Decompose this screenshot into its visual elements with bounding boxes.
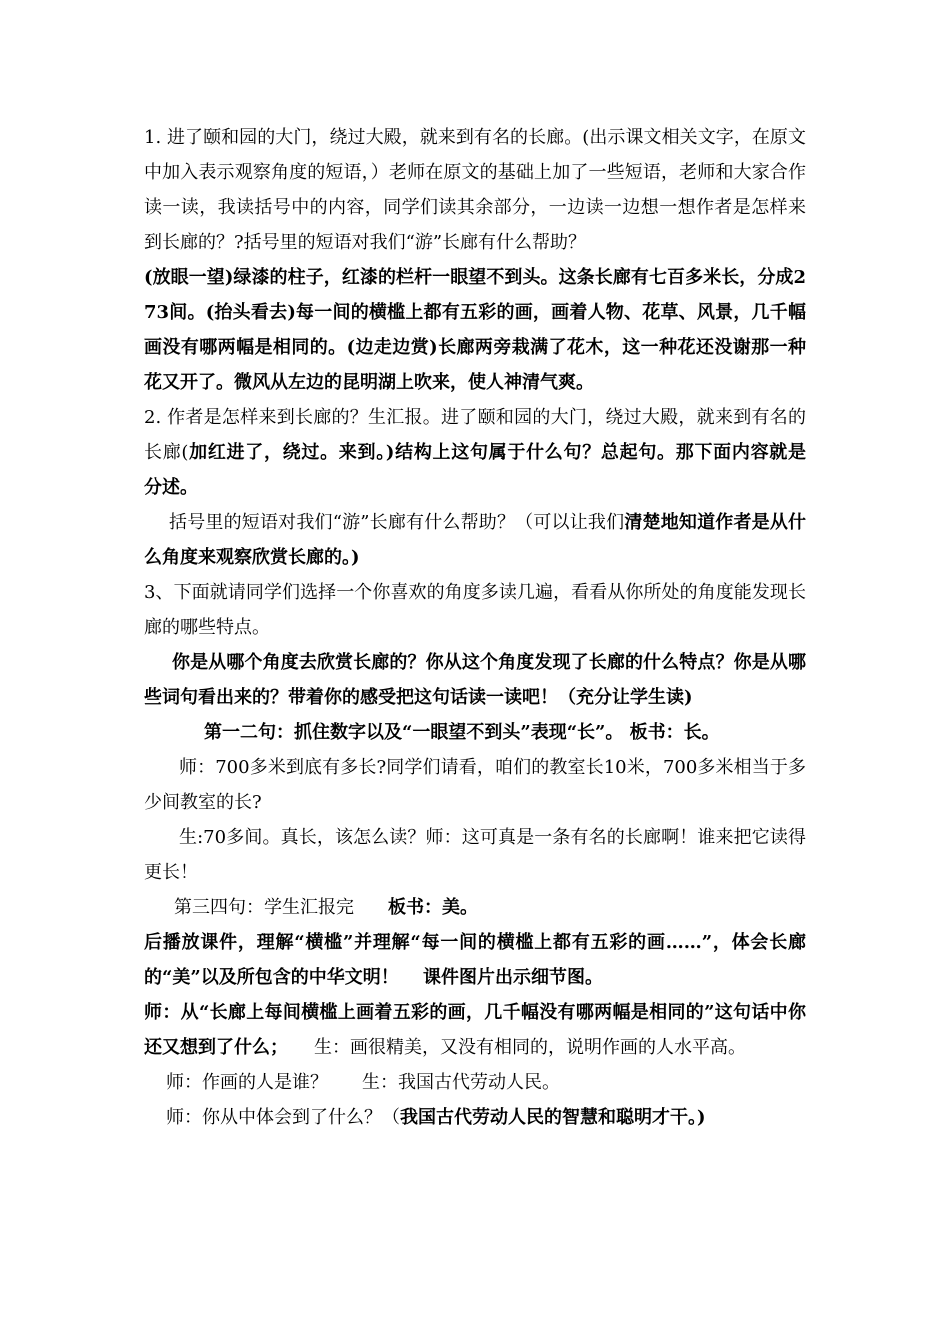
paragraph-14-bold: 我国古代劳动人民的智慧和聪明才干。) — [400, 1107, 706, 1128]
paragraph-1: 1. 进了颐和园的大门，绕过大殿，就来到有名的长廊。(出示课文相关文字，在原文中加入表示观察角度的短语，）老师在原文的基础上加了一些短语，老师和大家合作读一读，我读括号中的内容，同学们读其余部分，一边读一边想一想作者是怎样来到长廊的？?括号里的短语对我们“游”长廊有什么帮助？ — [144, 127, 806, 253]
paragraph-6-bold: 你是从哪个角度去欣赏长廊的？你从这个角度发现了长廊的什么特点？你是从哪些词句看出来的？带着你的感受把这句话读一读吧！（充分让学生读) — [144, 652, 806, 708]
paragraph-5: 3、下面就请同学们选择一个你喜欢的角度多读几遍，看看从你所处的角度能发现长廊的哪些特点。 — [144, 582, 806, 638]
paragraph-13 — [144, 1065, 806, 1100]
paragraph-12-bold: 师：从“长廊上每间横槛上画着五彩的画，几千幅没有哪两幅是相同的”这句话中你还又想到了什么； — [144, 1002, 806, 1058]
paragraph-4-normal: 括号里的短语对我们“游”长廊有什么帮助？（可以让我们 — [169, 512, 625, 533]
paragraph-14 — [144, 1100, 806, 1135]
paragraph-14-normal: 师：你从中体会到了什么？（ — [166, 1107, 400, 1128]
paragraph-3-bold: 加红进了，绕过。来到。)结构上这句属于什么句？总起句。那下面内容就是 分述。 — [144, 442, 824, 498]
paragraph-2-bold: (放眼一望)绿漆的柱子，红漆的栏杆一眼望不到头。这条长廊有七百多米长，分成273间。(抬头看去)每一间的横槛上都有五彩的画，画着人物、花草、风景，几千幅画没有哪两幅是相同的。(边走边赏)长廊两旁栽满了花木，这一种花还没谢那一种花又开了。微风从左边的昆明湖上吹来，使人神清气爽。 — [144, 267, 806, 393]
paragraph-13-answer: 生：我国古代劳动人民。 — [362, 1072, 560, 1093]
paragraph-10-normal: 第三四句：学生汇报完 — [174, 897, 354, 918]
paragraph-8: 师：700多米到底有多长?同学们请看，咱们的教室长10米，700多米相当于多少间教室的长? — [144, 757, 806, 813]
paragraph-12-normal: 生：画很精美，又没有相同的，说明作画的人水平高。 — [314, 1037, 746, 1058]
paragraph-9: 生:70多间。真长，该怎么读？师：这可真是一条有名的长廊啊！谁来把它读得更长！ — [144, 827, 806, 883]
paragraph-11-bold: 后播放课件，理解“横槛”并理解“每一间的横槛上都有五彩的画……”，体会长廊的“美”以及所包含的中华文明！ 课件图片出示细节图。 — [144, 932, 806, 988]
paragraph-3 — [144, 400, 824, 505]
paragraph-3-normal: 2. 作者是怎样来到长廊的？生汇报。进了颐和园的大门，绕过大殿，就来到有名的长廊( — [144, 407, 806, 463]
paragraph-13-question: 师：作画的人是谁？ — [166, 1072, 328, 1093]
paragraph-10-bold: 板书：美。 — [388, 897, 478, 918]
paragraph-10 — [144, 890, 806, 925]
paragraph-4-bold: 清楚地知道作者是从什么角度来观察欣赏长廊的。) — [144, 512, 807, 568]
paragraph-7-bold: 第一二句：抓住数字以及“一眼望不到头”表现“长”。 板书：长。 — [204, 722, 720, 743]
document-page — [144, 120, 824, 1135]
paragraph-12 — [144, 995, 806, 1065]
paragraph-4 — [144, 505, 806, 575]
